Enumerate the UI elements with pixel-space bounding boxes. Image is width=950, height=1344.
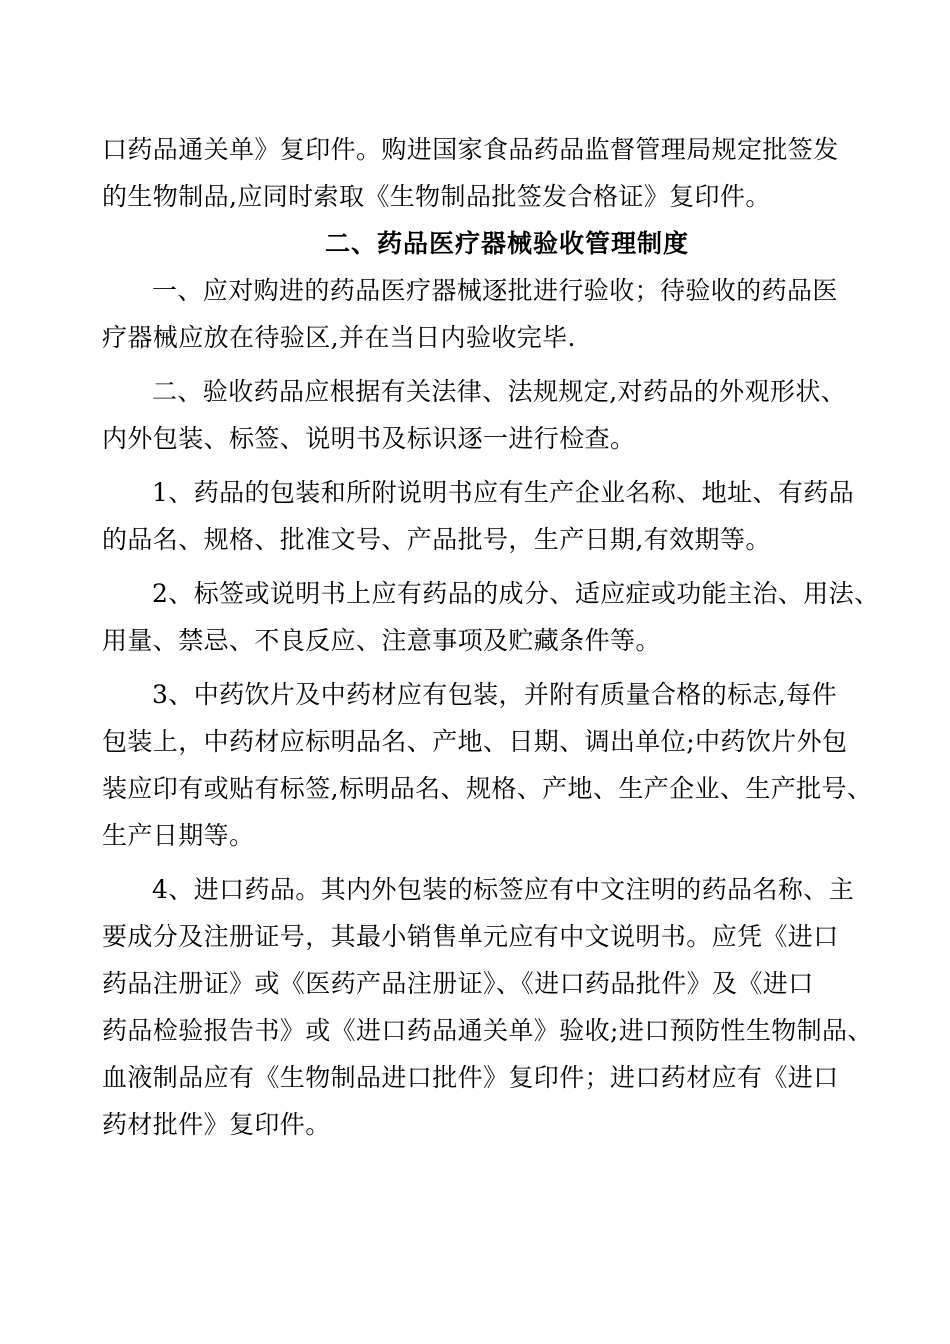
item-1-line: 1、药品的包装和所附说明书应有生产企业名称、地址、有药品 (152, 478, 855, 507)
item-3-line: 包装上，中药材应标明品名、产地、日期、调出单位;中药饮片外包 (102, 727, 848, 756)
item-4-line: 要成分及注册证号，其最小销售单元应有中文说明书。应凭《进口 (102, 922, 839, 951)
item-1-line: 的品名、规格、批准文号、产品批号，生产日期,有效期等。 (102, 525, 771, 554)
item-2-line: 2、标签或说明书上应有药品的成分、适应症或功能主治、用法、 (152, 579, 880, 608)
paragraph-1-line: 疗器械应放在待验区,并在当日内验收完毕. (102, 323, 576, 352)
paragraph-2-line: 二、验收药品应根据有关法律、法规规定,对药品的外观形状、 (152, 377, 847, 406)
item-3-line: 3、中药饮片及中药材应有包装，并附有质量合格的标志,每件 (152, 680, 838, 709)
text-line: 的生物制品,应同时索取《生物制品批签发合格证》复印件。 (102, 182, 771, 211)
paragraph-1-line: 一、应对购进的药品医疗器械逐批进行验收；待验收的药品医 (152, 276, 838, 305)
document-body (102, 126, 880, 1148)
item-4-line: 4、进口药品。其内外包装的标签应有中文注明的药品名称、主 (152, 875, 855, 904)
item-3-line: 生产日期等。 (102, 821, 255, 850)
paragraph-2-line: 内外包装、标签、说明书及标识逐一进行检查。 (102, 424, 636, 453)
section-heading: 二、药品医疗器械验收管理制度 (324, 229, 689, 258)
text-line: 口药品通关单》复印件。购进国家食品药品监督管理局规定批签发 (102, 135, 839, 164)
item-4-line: 药品注册证》或《医药产品注册证》、《进口药品批件》及《进口 (102, 969, 814, 998)
item-4-line: 药品检验报告书》或《进口药品通关单》验收;进口预防性生物制品、 (102, 1016, 873, 1045)
item-4-line: 药材批件》复印件。 (102, 1110, 331, 1139)
item-4-line: 血液制品应有《生物制品进口批件》复印件；进口药材应有《进口 (102, 1063, 839, 1092)
item-3-line: 装应印有或贴有标签,标明品名、规格、产地、生产企业、生产批号、 (102, 774, 873, 803)
item-2-line: 用量、禁忌、不良反应、注意事项及贮藏条件等。 (102, 626, 661, 655)
